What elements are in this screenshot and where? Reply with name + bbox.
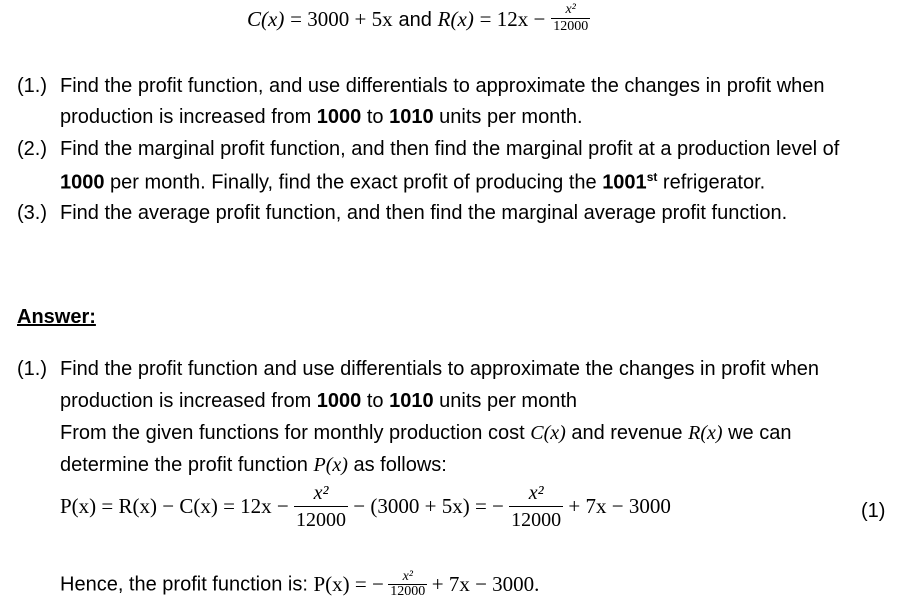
equation-right: + 7x − 3000 (568, 494, 671, 518)
text: per month. Finally, find the exact profit of producing the (104, 171, 603, 194)
bold-value: 1010 (389, 106, 434, 128)
question-3-line-1: Find the average profit function, and then find the marginal average profit function. (60, 202, 788, 224)
revenue-function-expr: = 12x − (479, 7, 546, 32)
answer-1-line-3 (60, 422, 791, 445)
question-1-line-1: Find the profit function, and use differentials to approximate the changes in profit when (60, 75, 825, 97)
text: determine the profit function (60, 454, 314, 476)
fraction-denominator: 12000 (296, 509, 347, 531)
text: and revenue (565, 422, 689, 444)
fraction-numerator: x² (509, 483, 563, 507)
equation-left: P(x) = R(x) − C(x) = 12x − (60, 494, 289, 518)
text: units per month. (433, 106, 583, 128)
fraction-numerator: x² (551, 2, 590, 19)
text: Hence, the profit function is: (60, 573, 314, 596)
profit-equation (60, 483, 671, 530)
hence-line (60, 570, 539, 599)
question-1-number: (1.) (17, 75, 47, 97)
text: we can (722, 422, 792, 444)
answer-1-line-2 (60, 390, 577, 413)
text: as follows: (347, 454, 447, 476)
text: units per month (433, 390, 578, 412)
ordinal-suffix: st (646, 170, 658, 184)
question-2-number: (2.) (17, 138, 47, 160)
question-2-line-1: Find the marginal profit function, and then find the marginal profit at a production level of (60, 138, 840, 160)
answer-heading: Answer: (17, 306, 96, 328)
fraction-numerator: x² (294, 483, 348, 507)
question-2-line-2 (60, 170, 765, 195)
and-word: and (398, 9, 432, 32)
bold-value: 1000 (60, 171, 105, 194)
text: to (361, 390, 390, 412)
equation-fraction-2 (509, 483, 563, 530)
equation-tag: (1) (861, 500, 886, 522)
bold-value: 1010 (389, 390, 434, 412)
equation-middle: − (3000 + 5x) = − (353, 494, 504, 518)
math-inline: P(x) = − (313, 572, 384, 596)
fraction-numerator: x² (388, 570, 427, 585)
given-functions (247, 4, 590, 37)
answer-1-line-4 (60, 454, 447, 477)
answer-1-number: (1.) (17, 358, 47, 380)
math-inline: + 7x − 3000. (431, 572, 540, 596)
text: production is increased from (60, 390, 317, 412)
question-3-number: (3.) (17, 202, 47, 224)
question-1-line-2 (60, 106, 583, 129)
bold-value: 1001 (602, 171, 647, 194)
bold-value: 1000 (316, 390, 362, 412)
cost-function-label: C(x) (247, 7, 285, 32)
equation-fraction-1 (294, 483, 348, 530)
fraction-denominator: 12000 (511, 509, 562, 531)
hence-fraction (388, 570, 427, 599)
math-inline: R(x) (688, 422, 723, 444)
text: From the given functions for monthly production cost (60, 422, 531, 444)
bold-value: 1000 (316, 106, 362, 128)
cost-function-expr: = 3000 + 5x (290, 7, 393, 32)
text: production is increased from (60, 106, 317, 128)
math-inline: C(x) (530, 422, 566, 444)
answer-1-line-1: Find the profit function and use differentials to approximate the changes in profit when (60, 358, 819, 380)
revenue-function-label: R(x) (437, 7, 474, 32)
text: to (361, 106, 390, 128)
math-inline: P(x) (313, 454, 348, 476)
revenue-fraction (551, 2, 590, 35)
text: refrigerator. (657, 171, 766, 194)
fraction-denominator: 12000 (390, 584, 426, 599)
fraction-denominator: 12000 (553, 19, 589, 34)
